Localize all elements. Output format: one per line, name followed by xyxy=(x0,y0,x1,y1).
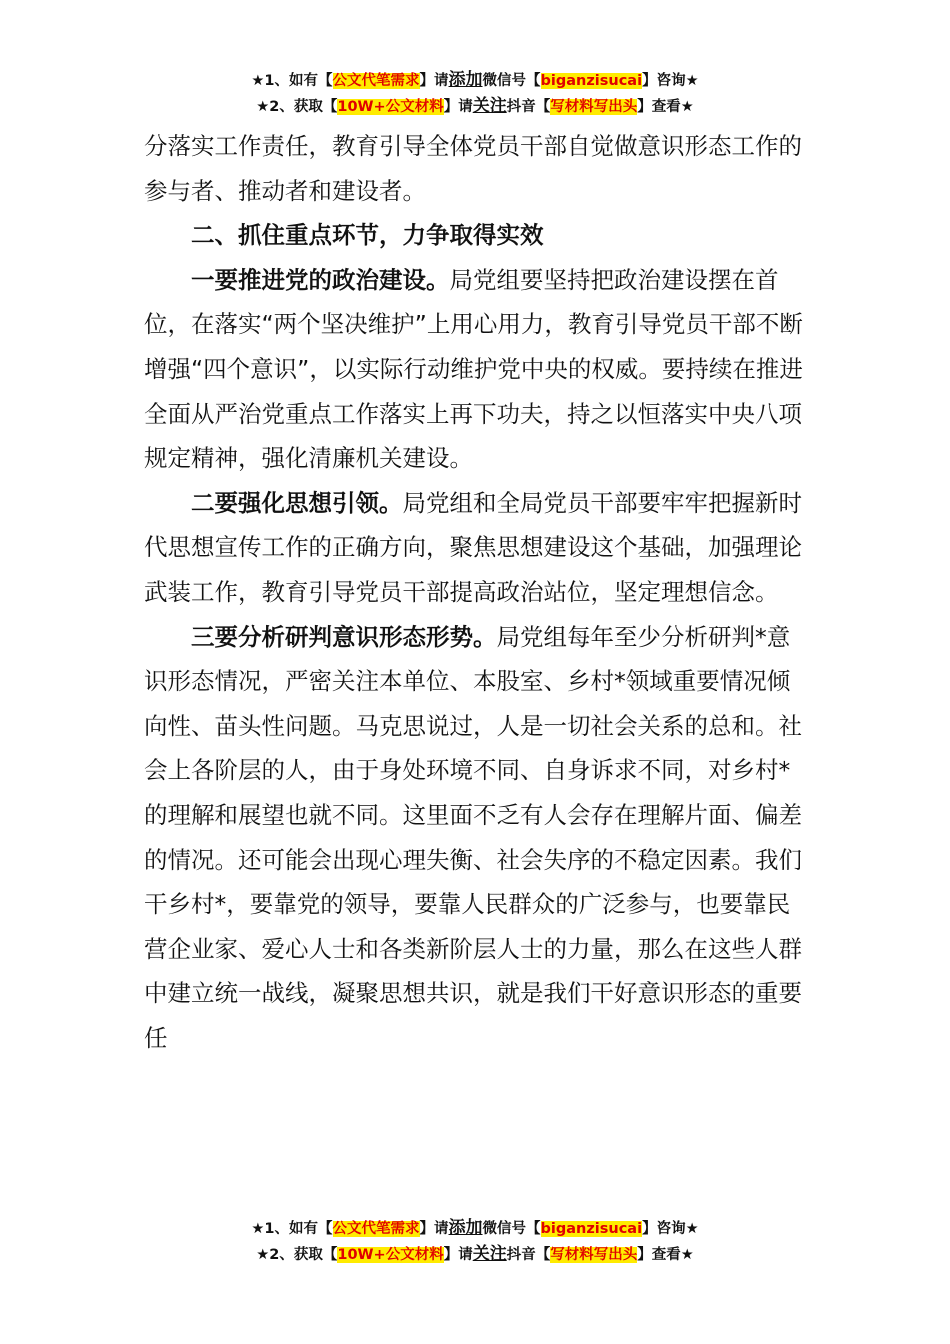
highlight-service: 公文代笔需求 xyxy=(332,1221,420,1237)
paragraph-lead: 一要推进党的政治建设。 xyxy=(191,265,450,294)
section-heading: 二、抓住重点环节，力争取得实效 xyxy=(191,221,544,250)
paragraph-ideological-guidance xyxy=(144,481,804,615)
paragraph-text: 局党组每年至少分析研判*意识形态情况，严密关注本单位、本股室、乡村*领域重要情况倾向性、苗头性问题。马克思说过，人是一切社会关系的总和。社会上各阶层的人，由于身处环境不同、自身诉求不同，对乡村*的理解和展望也就不同。这里面不乏有人会存在理解片面、偏差的情况。还可能会出现心理失衡、社会失序的不稳定因素。我们干乡村*，要靠党的领导，要靠人民群众的广泛参与，也要靠民营企业家、爱心人士和各类新阶层人士的力量，那么在这些人群中建立统一战线，凝聚思想共识，就是我们干好意识形态的重要任 xyxy=(144,622,802,1052)
highlight-wechat-id: biganzisucai xyxy=(540,1221,643,1237)
bottom-promo-banner xyxy=(0,1216,950,1268)
document-body xyxy=(144,124,804,1060)
highlight-materials: 10W+公文材料 xyxy=(337,1247,444,1263)
highlight-douyin-account: 写材料写出头 xyxy=(550,1247,638,1263)
promo-line-1: ★1、如有【公文代笔需求】请添加微信号【biganzisucai】咨询★ xyxy=(251,1218,699,1238)
promo-line-2: ★2、获取【10W+公文材料】请关注抖音【写材料写出头】查看★ xyxy=(256,96,694,116)
highlight-wechat-id: biganzisucai xyxy=(540,73,643,89)
paragraph-text: 局党组和全局党员干部要牢牢把握新时代思想宣传工作的正确方向，聚焦思想建设这个基础，加强理论武装工作，教育引导党员干部提高政治站位，坚定理想信念。 xyxy=(144,488,802,606)
paragraph-lead: 三要分析研判意识形态形势。 xyxy=(191,622,497,651)
star-icon: ★ xyxy=(251,73,265,89)
star-icon: ★ xyxy=(256,1247,270,1263)
top-promo-banner xyxy=(0,68,950,120)
continuation-paragraph: 分落实工作责任，教育引导全体党员干部自觉做意识形态工作的参与者、推动者和建设者。 xyxy=(144,132,802,205)
star-icon: ★ xyxy=(680,1247,694,1263)
highlight-service: 公文代笔需求 xyxy=(332,73,420,89)
promo-line-2: ★2、获取【10W+公文材料】请关注抖音【写材料写出头】查看★ xyxy=(256,1244,694,1264)
star-icon: ★ xyxy=(685,1221,699,1237)
star-icon: ★ xyxy=(256,99,270,115)
highlight-douyin-account: 写材料写出头 xyxy=(550,99,638,115)
paragraph-ideology-analysis xyxy=(144,615,804,1061)
paragraph-lead: 二要强化思想引领。 xyxy=(191,488,403,517)
star-icon: ★ xyxy=(685,73,699,89)
highlight-materials: 10W+公文材料 xyxy=(337,99,444,115)
paragraph-text: 局党组要坚持把政治建设摆在首位，在落实“两个坚决维护”上用心用力，教育引导党员干部不断增强“四个意识”，以实际行动维护党中央的权威。要持续在推进全面从严治党重点工作落实上再下功夫，持之以恒落实中央八项规定精神，强化清廉机关建设。 xyxy=(144,265,803,473)
star-icon: ★ xyxy=(251,1221,265,1237)
star-icon: ★ xyxy=(680,99,694,115)
promo-line-1: ★1、如有【公文代笔需求】请添加微信号【biganzisucai】咨询★ xyxy=(251,70,699,90)
paragraph-political-building xyxy=(144,258,804,481)
